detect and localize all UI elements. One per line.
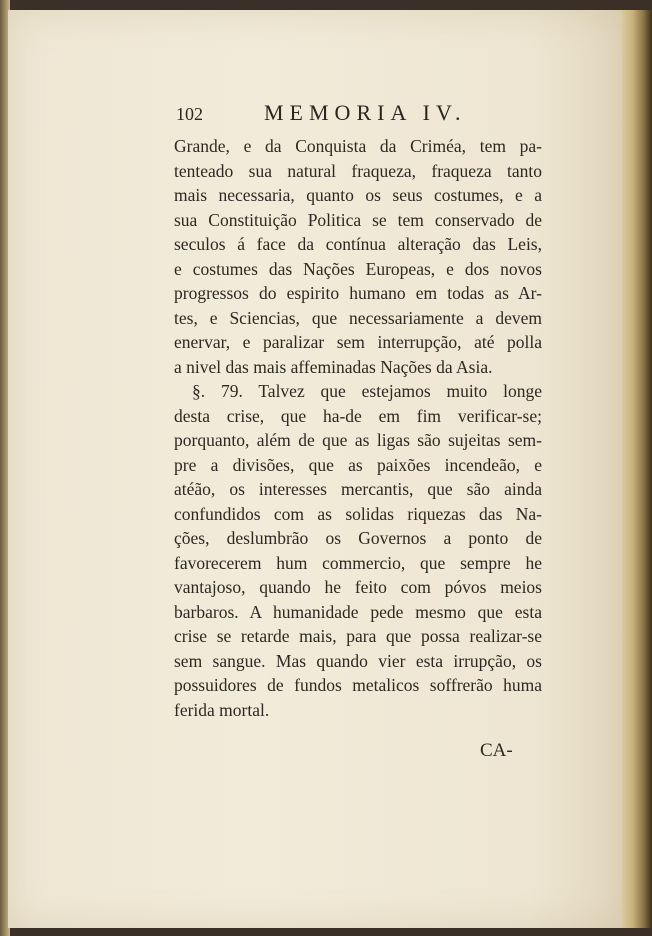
- book-gutter-shadow: [622, 10, 652, 928]
- text-line: e costumes das Nações Europeas, e dos novos: [174, 258, 542, 279]
- text-line: ferida mortal.: [174, 699, 270, 720]
- text-line: confundidos com as solidas riquezas das Na-: [174, 503, 542, 524]
- text-line: enervar, e paralizar sem interrupção, até polla: [174, 332, 542, 352]
- text-line: barbaros. A humanidade pede mesmo que esta: [174, 601, 542, 622]
- text-line: ções, deslumbrão os Governos a ponto de: [174, 528, 542, 548]
- text-line: desta crise, que ha-de em fim verificar-se;: [174, 405, 542, 426]
- text-line: a nivel das mais affeminadas Nações da Asia.: [174, 356, 493, 377]
- body-text: [174, 134, 542, 722]
- text-line: sua Constituição Politica se tem conservado de: [174, 209, 542, 230]
- text-line: atéão, os interesses mercantis, que são ainda: [174, 479, 542, 499]
- text-line: pre a divisões, que as paixões incendeão, e: [174, 454, 542, 475]
- page-number: 102: [176, 104, 203, 124]
- text-line: crise se retarde mais, para que possa realizar-se: [174, 626, 542, 646]
- running-title: MEMORIA IV.: [264, 100, 467, 125]
- text-line: mais necessaria, quanto os seus costumes, e a: [174, 185, 542, 205]
- section-79-first-line: §. 79. Talvez que estejamos muito longe: [192, 381, 542, 401]
- text-line: Grande, e da Conquista da Criméa, tem pa-: [174, 136, 542, 156]
- text-line: tenteado sua natural fraqueza, fraqueza tanto: [174, 160, 542, 181]
- text-line: tes, e Sciencias, que necessariamente a devem: [174, 307, 542, 328]
- catchword: CA-: [480, 740, 513, 761]
- text-line: sem sangue. Mas quando vier esta irrupção, os: [174, 650, 542, 671]
- text-line: favorecerem hum commercio, que sempre he: [174, 552, 542, 573]
- text-line: progressos do espirito humano em todas as Ar-: [174, 283, 542, 303]
- text-line: seculos á face da contínua alteração das Leis,: [174, 234, 542, 254]
- text-line: vantajoso, quando he feito com póvos meios: [174, 577, 542, 597]
- text-line: porquanto, além de que as ligas são sujeitas sem-: [174, 430, 542, 450]
- text-line: possuidores de fundos metalicos soffrerão huma: [174, 675, 542, 695]
